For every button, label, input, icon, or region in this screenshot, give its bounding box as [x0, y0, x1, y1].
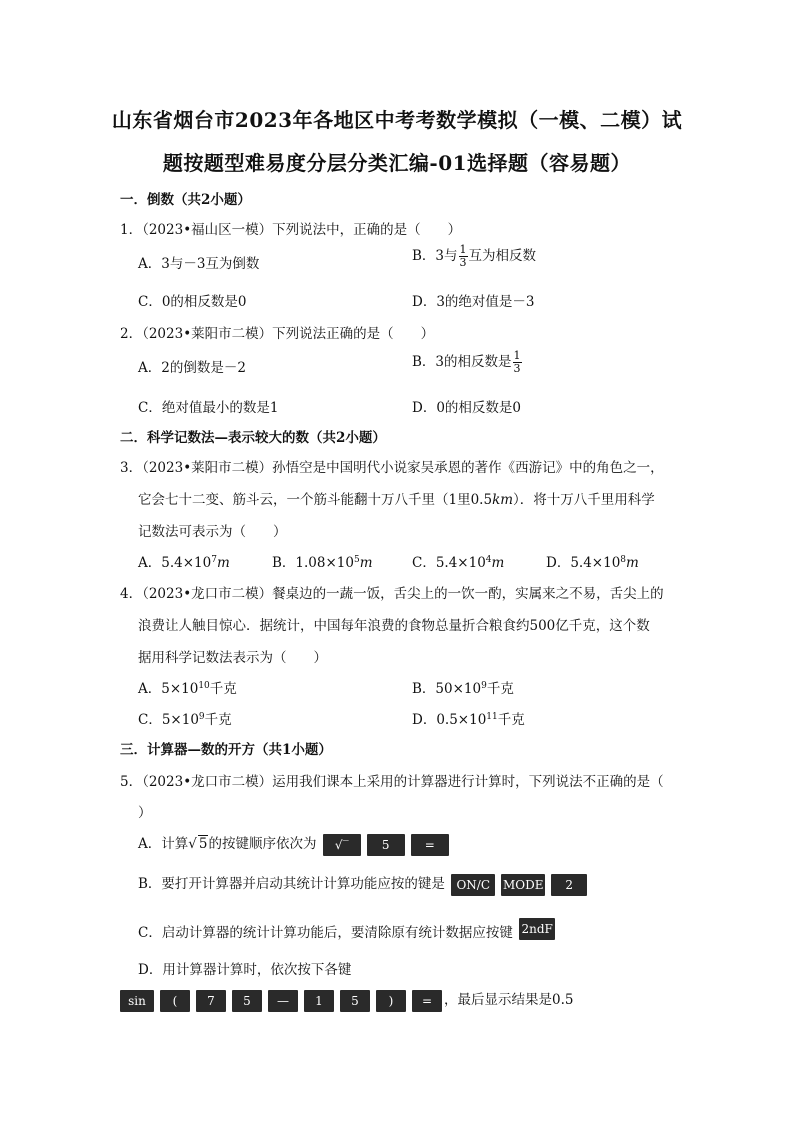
calculator-key-2: 2 — [551, 874, 587, 896]
question-1-option-d: D．3的绝对值是－3 — [412, 294, 535, 310]
question-2-option-a: A．2的倒数是－2 — [138, 360, 246, 376]
question-4-line-2: 浪费让人触目惊心．据统计，中国每年浪费的食物总量折合粮食约500亿千克，这个数 — [138, 618, 650, 634]
section-heading-calculator-root: 三．计算器—数的开方（共1小题） — [120, 742, 332, 758]
calculator-key-5: 5 — [232, 990, 262, 1012]
question-3-option-b: B．$1.08\times 10^5m$ — [272, 555, 373, 571]
question-5-option-d-key-sequence: sin ( 7 5 — 1 5 ) = ，最后显示结果是0.5 — [120, 988, 573, 1012]
calculator-key-close-paren: ) — [376, 990, 406, 1012]
question-3-line-3: 记数法可表示为（ ） — [138, 524, 287, 540]
section-heading-scientific-notation: 二．科学记数法—表示较大的数（共2小题） — [120, 430, 386, 446]
calculator-key-minus: — — [268, 990, 298, 1012]
question-2-option-d: D．0的相反数是0 — [412, 400, 522, 416]
question-1-stem: 1．（2023•福山区一模）下列说法中，正确的是（ ） — [120, 222, 462, 238]
question-5-option-c: C．启动计算器的统计计算功能后，要清除原有统计数据应按键 2ndF — [138, 918, 561, 941]
document-title-line-2: 题按题型难易度分层分类汇编-01选择题（容易题） — [162, 151, 632, 175]
calculator-key-1: 1 — [304, 990, 334, 1012]
sqrt-symbol: √ — [188, 836, 197, 852]
calculator-key-7: 7 — [196, 990, 226, 1012]
fraction: $\frac{1}{3}$ — [513, 349, 521, 375]
question-4-line-1: 4．（2023•龙口市二模）餐桌边的一蔬一饭，舌尖上的一饮一酌，实属来之不易，舌尖上的 — [120, 586, 664, 602]
question-3-option-d: D．$5.4\times 10^8m$ — [546, 555, 639, 571]
question-2-option-b: B．3的相反数是 $\frac{1}{3}$ — [412, 349, 521, 375]
question-3-line-2: 它会七十二变、筋斗云，一个筋斗能翻十万八千里（1里0.5km）．将十万八千里用科学 — [138, 492, 655, 508]
question-4-option-c: C．$5\times 10^9$千克 — [138, 712, 232, 728]
calculator-key-5: 5 — [340, 990, 370, 1012]
question-5-line-1: 5．（2023•龙口市二模）运用我们课本上采用的计算器进行计算时，下列说法不正确的是（ — [120, 774, 664, 790]
calculator-key-open-paren: ( — [160, 990, 190, 1012]
question-5-option-a: A．计算√ 5的按键顺序依次为 √‾ 5 = — [138, 832, 455, 856]
question-5-option-d: D．用计算器计算时，依次按下各键 — [138, 962, 352, 978]
question-1-option-b: B．3与 $\frac{1}{3}$ 互为相反数 — [412, 243, 537, 269]
calculator-key-5: 5 — [367, 834, 405, 856]
question-5-option-b: B．要打开计算器并启动其统计计算功能应按的键是 ON/C MODE 2 — [138, 872, 593, 896]
question-3-line-1: 3．（2023•莱阳市二模）孙悟空是中国明代小说家吴承恩的著作《西游记》中的角色之一， — [120, 460, 664, 476]
question-4-option-d: D．$0.5\times 10^{11}$千克 — [412, 712, 525, 728]
fraction: $\frac{1}{3}$ — [459, 243, 467, 269]
calculator-key-sqrt: √‾ — [323, 834, 361, 856]
question-2-option-c: C．绝对值最小的数是1 — [138, 400, 279, 416]
document-title-line-1: 山东省烟台市2023年各地区中考考数学模拟（一模、二模）试 — [111, 108, 683, 132]
question-3-option-c: C．$5.4\times 10^4m$ — [412, 555, 505, 571]
question-5-line-2: ） — [138, 805, 152, 821]
calculator-key-on-c: ON/C — [451, 874, 495, 896]
question-4-option-a: A．$5\times 10^{10}$千克 — [138, 681, 237, 697]
section-heading-reciprocal: 一．倒数（共2小题） — [120, 192, 251, 208]
question-3-option-a: A．$5.4\times 10^7m$ — [138, 555, 230, 571]
calculator-key-2ndf: 2ndF — [519, 918, 555, 940]
calculator-key-sin: sin — [120, 990, 154, 1012]
question-4-line-3: 据用科学记数法表示为（ ） — [138, 650, 327, 666]
question-4-option-b: B．$50\times 10^9$千克 — [412, 681, 514, 697]
question-2-stem: 2．（2023•莱阳市二模）下列说法正确的是（ ） — [120, 326, 435, 342]
question-1-option-a: A．3与－3互为倒数 — [138, 256, 260, 272]
calculator-key-equals: = — [412, 990, 442, 1012]
calculator-key-equals: = — [411, 834, 449, 856]
calculator-key-mode: MODE — [501, 874, 545, 896]
question-1-option-c: C．0的相反数是0 — [138, 294, 247, 310]
